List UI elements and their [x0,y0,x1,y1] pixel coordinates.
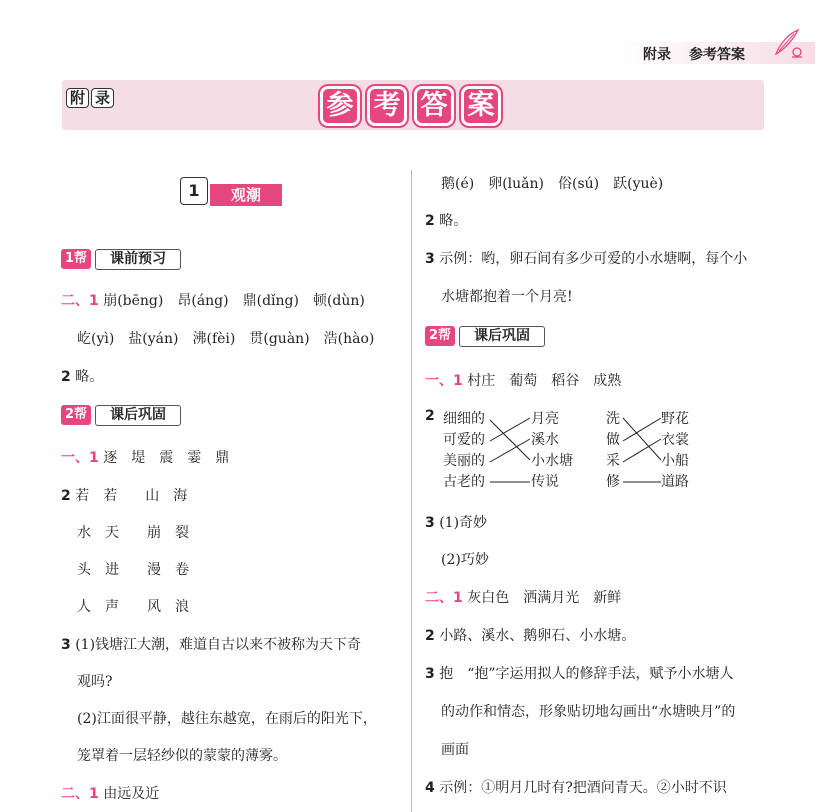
column-divider [411,170,412,812]
answer-title [320,86,508,126]
question-number: 2 [425,213,435,229]
question-number: 一、1 [425,373,463,389]
answer-text: 抱 “抱”字运用拟人的修辞手法，赋予小水塘人 [439,666,734,682]
answer-line: 头 进 漫 卷 [77,562,189,578]
answer-line: (2)江面很平静，越往东越宽，在雨后的阳光下， [77,711,377,727]
section-badge: 1帮 [61,249,91,269]
section-review [425,325,545,347]
question-number: 2 [425,408,435,424]
section-badge: 2帮 [61,405,91,425]
question-number: 二、1 [425,590,463,606]
answer-line: 水塘都抱着一个月亮! [441,289,573,305]
match-left-word: 美丽的 [443,453,485,469]
answer-line: 笼罩着一层轻纱似的蒙蒙的薄雾。 [77,748,287,764]
question-number: 2 [61,488,71,504]
match-right-word: 小水塘 [531,453,573,469]
match-left-word: 细细的 [443,411,485,427]
answer-line: 人 声 风 浪 [77,599,189,615]
answer-line: 画面 [441,742,469,758]
match-right-word: 小船 [661,453,689,469]
question-number: 2 [61,369,71,385]
match-left-word: 修 [606,474,620,490]
answer-line [425,248,747,268]
header-title: 参考答案 [689,47,745,63]
answer-line [425,663,734,683]
question-number: 3 [425,666,435,682]
header-section: 附录 [643,47,671,63]
section-name: 课前预习 [95,249,181,270]
question-number: 一、1 [61,450,99,466]
lesson-number: 1 [180,177,208,205]
answer-line [61,447,229,467]
match-right-word: 月亮 [531,411,559,427]
answer-text: 崩(bēng) 昂(áng) 鼎(dǐng) 顿(dùn) [103,293,365,309]
match-left-word: 洗 [606,411,620,427]
lesson-title: 观潮 [210,184,282,206]
appendix-tag [66,88,116,108]
answer-line [61,290,365,310]
answer-line: 屹(yì) 盐(yán) 沸(fèi) 贯(guàn) 浩(hào) [77,331,375,347]
title-char: 案 [461,86,501,126]
answer-text: 村庄 葡萄 稻谷 成熟 [467,373,622,389]
match-right-word: 传说 [531,474,559,490]
answer-line: 的动作和情态，形象贴切地勾画出“水塘映月”的 [441,704,736,720]
question-number: 二、1 [61,293,99,309]
answer-line [61,783,159,803]
answer-text: 略。 [439,213,468,229]
answer-line [61,634,361,654]
answer-line [61,366,103,386]
match-left-word: 采 [606,453,620,469]
answer-line [425,512,487,532]
answer-text: 灰白色 洒满月光 新鲜 [467,590,622,606]
section-name: 课后巩固 [459,326,545,347]
title-char: 参 [320,86,360,126]
question-number: 二、1 [61,786,99,802]
answer-text: (1)奇妙 [439,515,488,531]
answer-text: 示例：哟，卵石间有多少可爱的小水塘啊，每个小 [439,251,748,267]
answer-line: 观吗? [77,674,113,690]
section-preview [61,248,181,270]
appendix-tag-char: 附 [66,88,89,108]
answer-line [425,777,727,797]
match-lines-b [621,408,663,492]
answer-text: 逐 堤 震 霎 鼎 [103,450,230,466]
match-right-word: 道路 [661,474,689,490]
question-number: 3 [425,515,435,531]
answer-line: 水 天 崩 裂 [77,525,189,541]
answer-line: (2)巧妙 [441,552,489,568]
feather-pen-icon [770,26,804,60]
section-review [61,404,181,426]
match-lines-a [488,408,532,492]
title-char: 考 [367,86,407,126]
answer-text: 略。 [75,369,104,385]
answer-text: 由远及近 [103,786,160,802]
answer-text: 若 若 山 海 [75,488,188,504]
match-left-word: 做 [606,432,620,448]
answer-text: 示例：①明月几时有?把酒问青天。②小时不识 [439,780,727,796]
question-number: 3 [61,637,71,653]
answer-line [425,210,467,230]
match-right-word: 野花 [661,411,689,427]
title-char: 答 [414,86,454,126]
answer-line [61,485,187,505]
question-number: 2 [425,628,435,644]
match-right-word: 溪水 [531,432,559,448]
answer-line [425,370,621,390]
answer-line [425,625,635,645]
question-number: 4 [425,780,435,796]
match-right-word: 衣裳 [661,432,689,448]
answer-line [425,587,621,607]
section-name: 课后巩固 [95,405,181,426]
answer-line: 鹅(é) 卵(luǎn) 俗(sú) 跃(yuè) [441,176,664,192]
match-left-word: 古老的 [443,474,485,490]
match-left-word: 可爱的 [443,432,485,448]
answer-text: 小路、溪水、鹅卵石、小水塘。 [439,628,636,644]
answer-text: (1)钱塘江大潮，难道自古以来不被称为天下奇 [75,637,362,653]
appendix-tag-char: 录 [91,88,114,108]
section-badge: 2帮 [425,326,455,346]
question-number: 3 [425,251,435,267]
